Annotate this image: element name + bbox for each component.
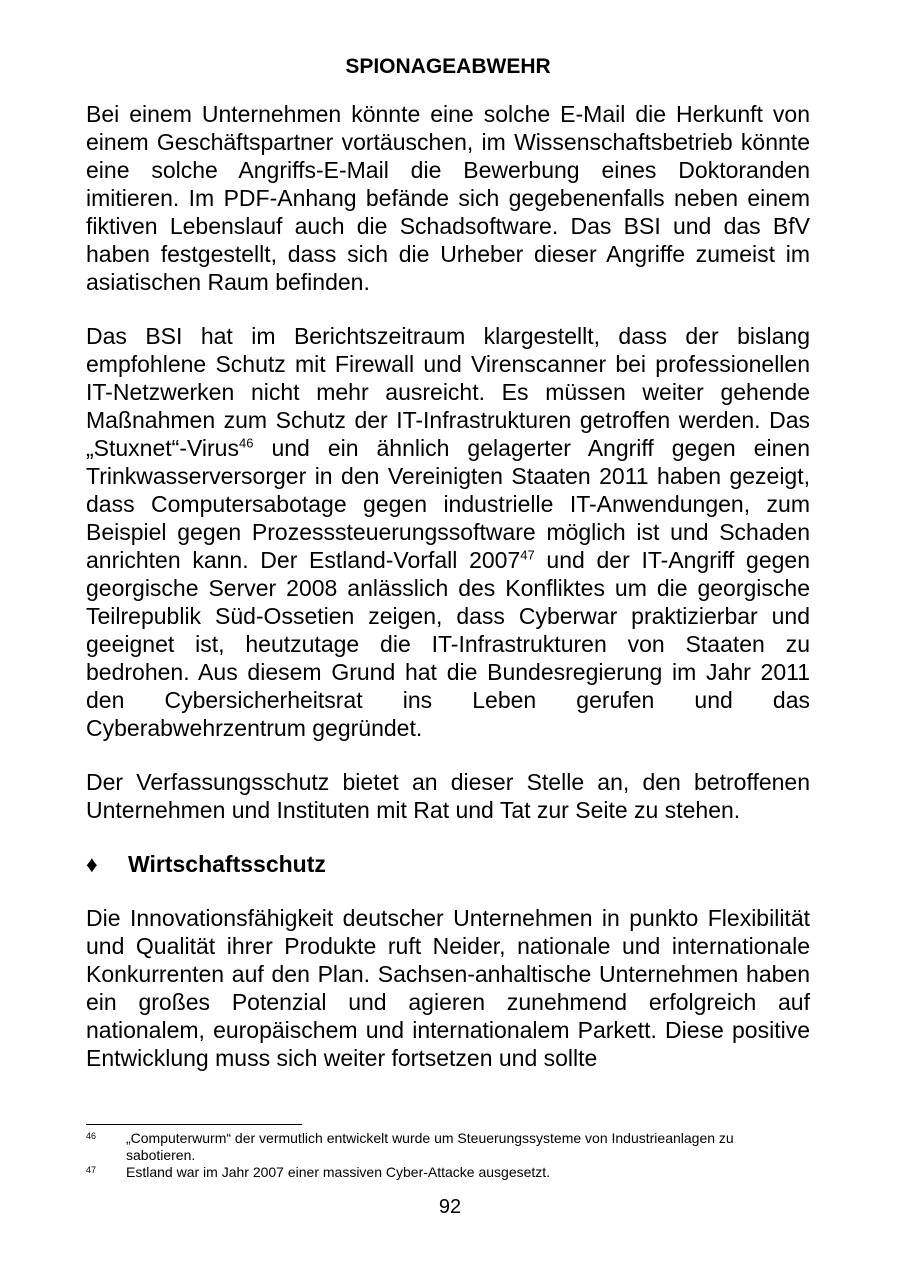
diamond-bullet-icon: ♦ [86, 851, 98, 877]
paragraph-bsi-protection [86, 322, 810, 742]
footnote-number: 47 [86, 1165, 97, 1175]
footnote-divider [86, 1124, 302, 1125]
footnote-47 [86, 1164, 786, 1181]
footnote-text: „Computerwurm“ der vermutlich entwickelt wurde um Steuerungssysteme von Industrieanlagen zu sabotieren. [126, 1130, 734, 1163]
paragraph-verfassungsschutz: Der Verfassungsschutz bietet an dieser Stelle an, den betroffenen Unternehmen und Instituten mit Rat und Tat zur Seite zu stehen. [86, 769, 810, 823]
section-title: Wirtschaftsschutz [128, 851, 326, 877]
footnote-marker-46: 46 [238, 435, 254, 451]
footnotes [86, 1130, 786, 1181]
paragraph-text: und der IT-Angriff gegen georgische Server 2008 anlässlich des Konfliktes um die georgische Teilrepublik Süd-Ossetien zeigen, dass Cyberwar praktizierbar und geeignet ist, heutzutage die IT-Infrastrukturen von Staaten zu bedrohen. Aus diesem Grund hat die Bundesregierung im Jahr 2011 den Cybersicherheitsrat ins Leben gerufen und das Cyberabwehrzentrum gegründet. [86, 547, 810, 741]
footnote-46 [86, 1130, 786, 1164]
page-number: 92 [438, 1196, 462, 1218]
footnote-marker-47: 47 [520, 547, 535, 563]
footnote-number: 46 [86, 1131, 97, 1141]
page-body [86, 52, 810, 1098]
footnote-text: Estland war im Jahr 2007 einer massiven Cyber-Attacke ausgesetzt. [126, 1164, 551, 1180]
paragraph-text: Das BSI hat im Berichtszeitraum klargestellt, dass der bislang empfohlene Schutz mit Firewall und Virenscanner bei professionellen IT-Netzwerken nicht mehr ausreicht. Es müssen weiter gehende Maßnahmen zum Schutz der IT-Infrastrukturen getroffen werden. Das „Stuxnet“-Virus [86, 323, 810, 461]
running-header: SPIONAGEABWEHR [345, 55, 551, 78]
section-heading [86, 850, 810, 878]
paragraph-text: und ein ähnlich gelagerter Angriff gegen einen Trinkwasserversorger in den Vereinigten Staaten 2011 haben gezeigt, dass Computersabotage gegen industrielle IT-Anwendungen, zum Beispiel gegen Prozesssteuerungssoftware möglich ist und Schaden anrichten kann. Der Estland-Vorfall 2007 [86, 435, 810, 573]
paragraph-email-origin: Bei einem Unternehmen könnte eine solche E-Mail die Herkunft von einem Geschäftspartner vortäuschen, im Wissenschaftsbetrieb könnte eine solche Angriffs-E-Mail die Bewerbung eines Doktoranden imitieren. Im PDF-Anhang befände sich gegebenenfalls neben einem fiktiven Lebenslauf auch die Schadsoftware. Das BSI und das BfV haben festgestellt, dass sich die Urheber dieser Angriffe zumeist im asiatischen Raum befinden. [86, 101, 810, 295]
paragraph-innovation: Die Innovationsfähigkeit deutscher Unternehmen in punkto Flexibilität und Qualität ihrer Produkte ruft Neider, nationale und internationale Konkurrenten auf den Plan. Sachsen-anhaltische Unternehmen haben ein großes Potenzial und agieren zunehmend erfolgreich auf nationalem, europäischem und internationalem Parkett. Diese positive Entwicklung muss sich weiter fortsetzen und sollte [86, 905, 810, 1071]
